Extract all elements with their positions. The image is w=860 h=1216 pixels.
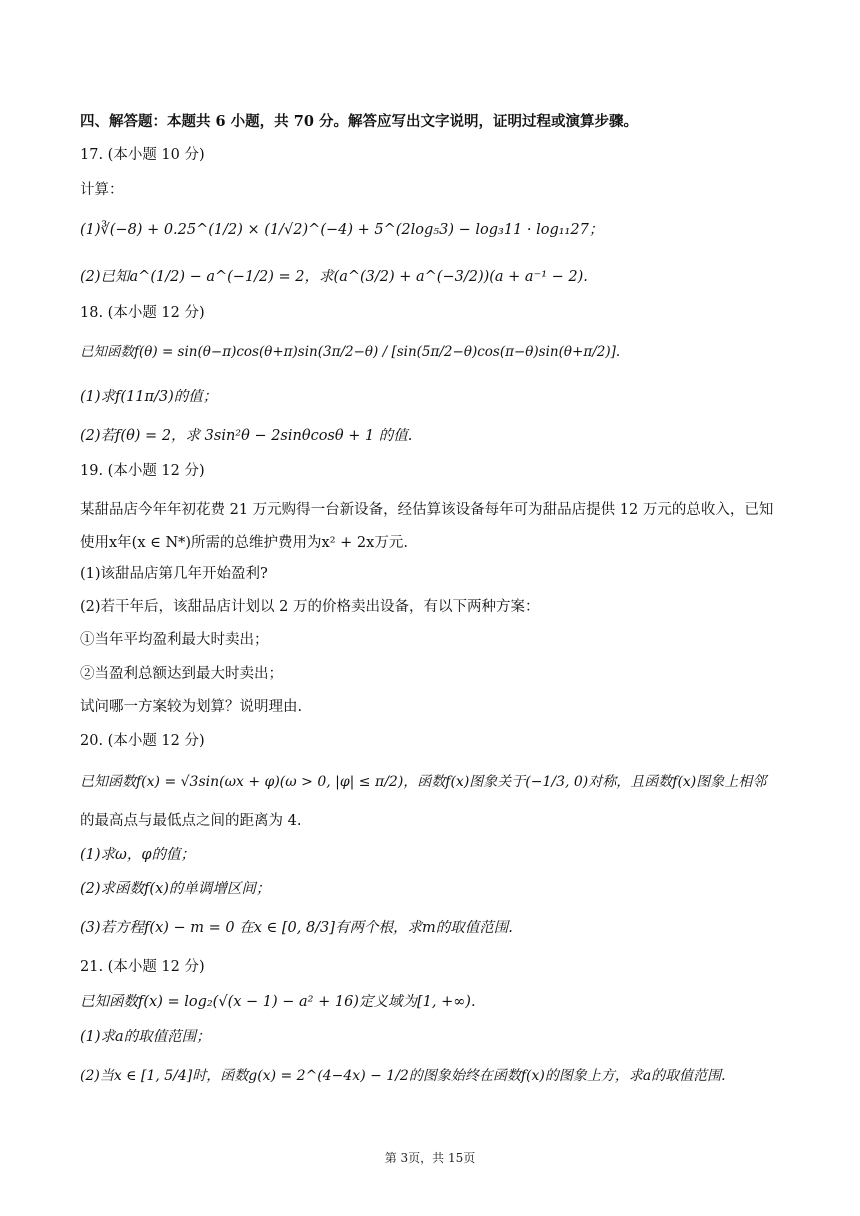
q20-part1: (1)求ω，φ的值； xyxy=(80,847,196,863)
q21-part1: (1)求a的取值范围； xyxy=(80,1029,211,1045)
q18-function-definition: 已知函数f(θ) = sin(θ−π)cos(θ+π)sin(3π/2−θ) / [sin(5π/2−θ)cos(π−θ)sin(θ+π/2)]. xyxy=(80,344,621,360)
q21-function-definition: 已知函数f(x) = log₂(√(x − 1) − a² + 16)定义域为[1, +∞). xyxy=(80,994,476,1010)
q17-intro: 计算： xyxy=(80,182,124,198)
q21-part2: (2)当x ∈ [1, 5/4]时，函数g(x) = 2^(4−4x) − 1/2的图象始终在函数f(x)的图象上方，求a的取值范围. xyxy=(80,1068,726,1084)
q19-part1: (1)该甜品店第几年开始盈利? xyxy=(80,566,268,582)
q19-part2: (2)若干年后，该甜品店计划以 2 万的价格卖出设备，有以下两种方案： xyxy=(80,599,540,615)
q20-part2: (2)求函数f(x)的单调增区间； xyxy=(80,881,271,897)
q19-body: 某甜品店今年年初花费 21 万元购得一台新设备，经估算该设备每年可为甜品店提供 12 万元的总收入，已知使用x年(x ∈ N*)所需的总维护费用为x² + 2x万元. xyxy=(80,502,774,551)
q18-part2: (2)若f(θ) = 2，求 3sin²θ − 2sinθcosθ + 1 的值. xyxy=(80,428,413,444)
q20-part3: (3)若方程f(x) − m = 0 在x ∈ [0, 8/3]有两个根，求m的取值范围. xyxy=(80,920,513,936)
page-footer: 第 3页，共 15页 xyxy=(384,1151,476,1165)
q20-header: 20. (本小题 12 分) xyxy=(80,733,205,749)
q17-part1: (1)∛(−8) + 0.25^(1/2) × (1/√2)^(−4) + 5^(2log₅3) − log₃11 · log₁₁27； xyxy=(80,222,604,238)
q19-option1: ①当年平均盈利最大时卖出； xyxy=(80,632,269,648)
q17-part2: (2)已知a^(1/2) − a^(−1/2) = 2，求(a^(3/2) + a^(−3/2))(a + a⁻¹ − 2). xyxy=(80,269,588,285)
q19-question: 试问哪一方案较为划算？说明理由. xyxy=(80,699,303,715)
q17-header: 17. (本小题 10 分) xyxy=(80,147,205,163)
q18-header: 18. (本小题 12 分) xyxy=(80,305,205,321)
q18-part1: (1)求f(11π/3)的值； xyxy=(80,389,218,405)
q19-option2: ②当盈利总额达到最大时卖出； xyxy=(80,666,283,682)
q20-body-line2: 的最高点与最低点之间的距离为 4. xyxy=(80,813,302,829)
section-heading: 四、解答题：本题共 6 小题，共 70 分。解答应写出文字说明，证明过程或演算步骤。 xyxy=(80,113,638,130)
q20-body-line1: 已知函数f(x) = √3sin(ωx + φ)(ω > 0, |φ| ≤ π/2)，函数f(x)图象关于(−1/3, 0)对称，且函数f(x)图象上相邻 xyxy=(80,774,767,790)
q21-header: 21. (本小题 12 分) xyxy=(80,959,205,975)
q19-header: 19. (本小题 12 分) xyxy=(80,463,205,479)
